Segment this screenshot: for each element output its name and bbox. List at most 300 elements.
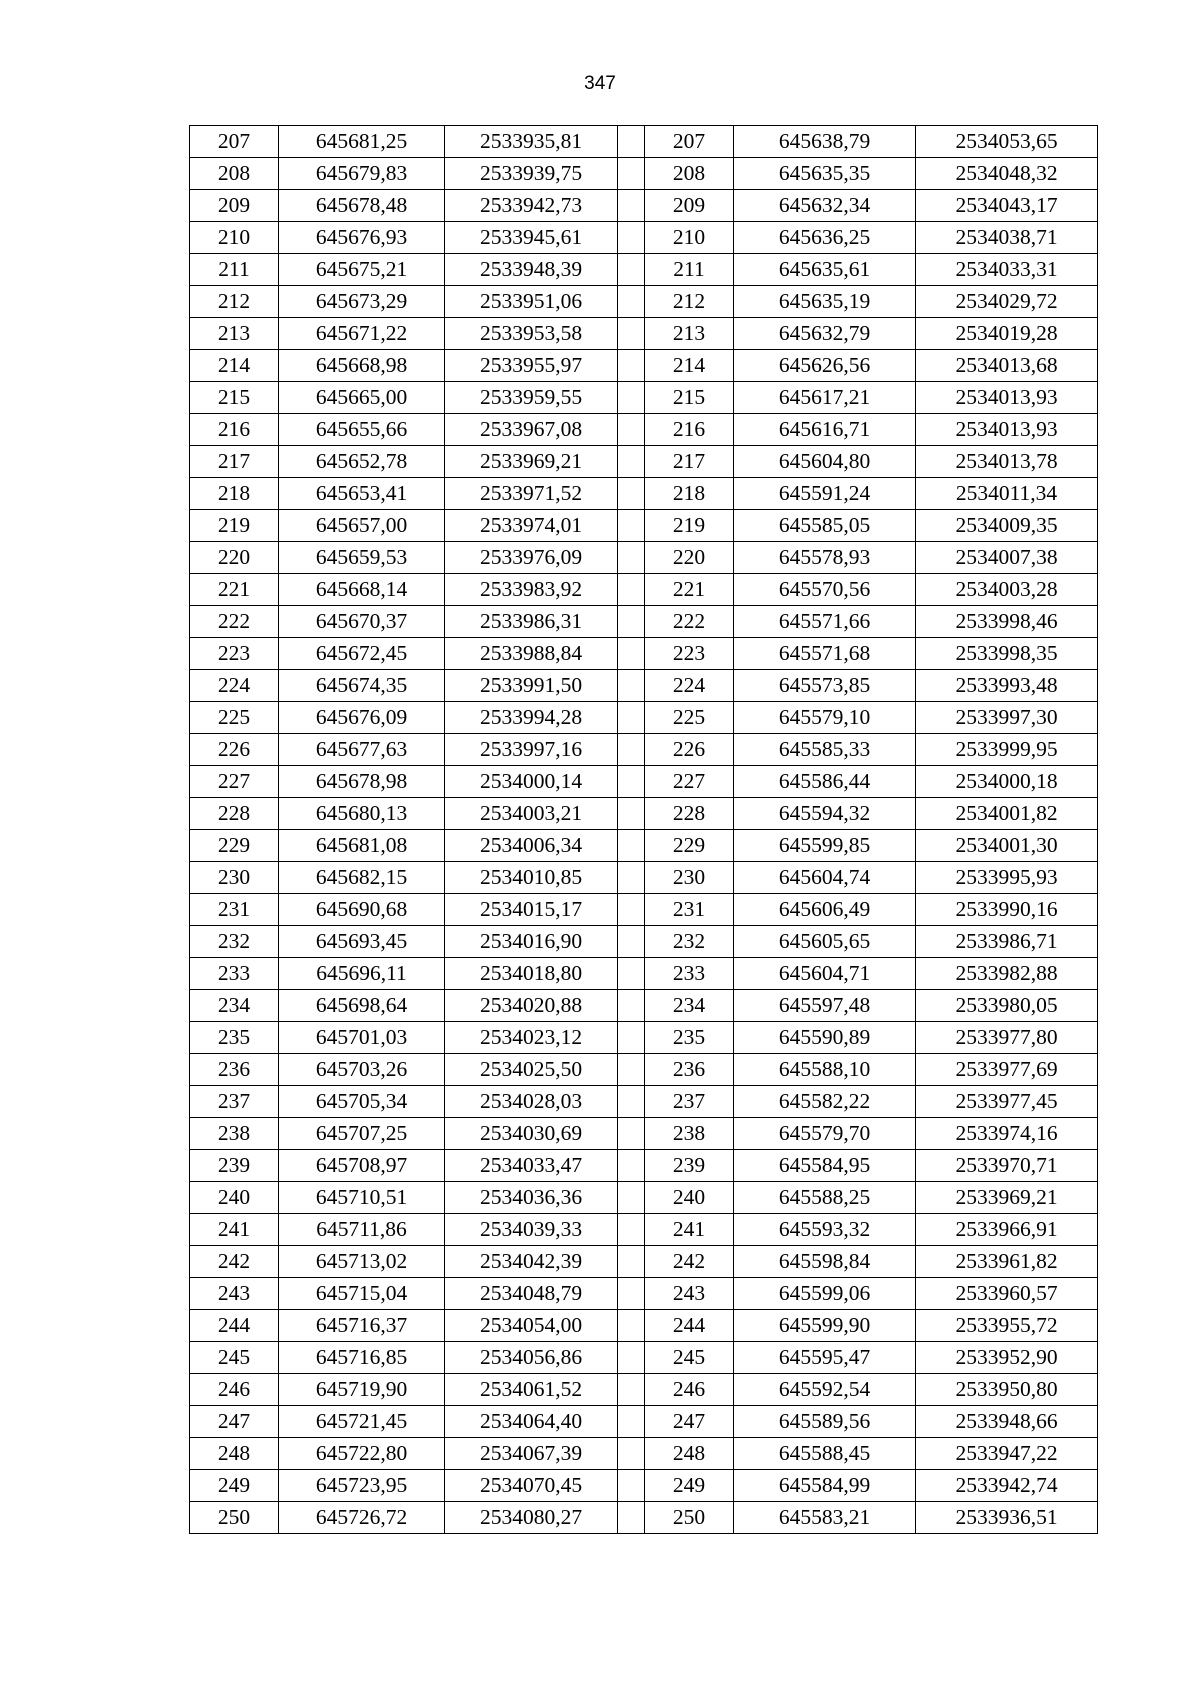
right-point-number: 228 <box>645 798 734 830</box>
left-point-number: 207 <box>190 126 279 158</box>
right-point-number: 220 <box>645 542 734 574</box>
right-point-number: 250 <box>645 1502 734 1534</box>
table-row <box>190 254 1098 286</box>
right-point-number: 238 <box>645 1118 734 1150</box>
separator-cell <box>618 1342 645 1374</box>
left-y-coordinate: 2534056,86 <box>445 1342 618 1374</box>
left-x-coordinate: 645698,64 <box>279 990 445 1022</box>
right-point-number: 236 <box>645 1054 734 1086</box>
left-y-coordinate: 2533942,73 <box>445 190 618 222</box>
left-y-coordinate: 2534023,12 <box>445 1022 618 1054</box>
right-y-coordinate: 2533977,45 <box>916 1086 1098 1118</box>
left-y-coordinate: 2534003,21 <box>445 798 618 830</box>
left-y-coordinate: 2533955,97 <box>445 350 618 382</box>
left-x-coordinate: 645657,00 <box>279 510 445 542</box>
separator-cell <box>618 286 645 318</box>
left-x-coordinate: 645719,90 <box>279 1374 445 1406</box>
right-x-coordinate: 645595,47 <box>734 1342 916 1374</box>
table-row <box>190 702 1098 734</box>
table-row <box>190 1310 1098 1342</box>
left-y-coordinate: 2534030,69 <box>445 1118 618 1150</box>
right-x-coordinate: 645579,70 <box>734 1118 916 1150</box>
right-y-coordinate: 2534009,35 <box>916 510 1098 542</box>
right-x-coordinate: 645589,56 <box>734 1406 916 1438</box>
separator-cell <box>618 542 645 574</box>
table-row <box>190 382 1098 414</box>
separator-cell <box>618 1118 645 1150</box>
left-point-number: 226 <box>190 734 279 766</box>
table-row <box>190 1246 1098 1278</box>
left-y-coordinate: 2533969,21 <box>445 446 618 478</box>
right-x-coordinate: 645585,33 <box>734 734 916 766</box>
right-point-number: 215 <box>645 382 734 414</box>
right-y-coordinate: 2534048,32 <box>916 158 1098 190</box>
separator-cell <box>618 1150 645 1182</box>
right-point-number: 213 <box>645 318 734 350</box>
right-point-number: 233 <box>645 958 734 990</box>
right-x-coordinate: 645588,10 <box>734 1054 916 1086</box>
table-row <box>190 734 1098 766</box>
right-point-number: 218 <box>645 478 734 510</box>
left-y-coordinate: 2534018,80 <box>445 958 618 990</box>
separator-cell <box>618 862 645 894</box>
right-point-number: 237 <box>645 1086 734 1118</box>
separator-cell <box>618 1214 645 1246</box>
left-x-coordinate: 645726,72 <box>279 1502 445 1534</box>
left-point-number: 233 <box>190 958 279 990</box>
separator-cell <box>618 990 645 1022</box>
left-point-number: 213 <box>190 318 279 350</box>
right-point-number: 211 <box>645 254 734 286</box>
right-y-coordinate: 2534038,71 <box>916 222 1098 254</box>
left-point-number: 210 <box>190 222 279 254</box>
right-y-coordinate: 2534029,72 <box>916 286 1098 318</box>
left-x-coordinate: 645682,15 <box>279 862 445 894</box>
table-row <box>190 414 1098 446</box>
left-y-coordinate: 2534067,39 <box>445 1438 618 1470</box>
right-y-coordinate: 2534000,18 <box>916 766 1098 798</box>
table-row <box>190 510 1098 542</box>
separator-cell <box>618 1406 645 1438</box>
left-x-coordinate: 645715,04 <box>279 1278 445 1310</box>
table-row <box>190 1502 1098 1534</box>
table-row <box>190 1406 1098 1438</box>
left-y-coordinate: 2534054,00 <box>445 1310 618 1342</box>
separator-cell <box>618 574 645 606</box>
separator-cell <box>618 830 645 862</box>
right-x-coordinate: 645638,79 <box>734 126 916 158</box>
left-point-number: 234 <box>190 990 279 1022</box>
left-x-coordinate: 645716,37 <box>279 1310 445 1342</box>
right-y-coordinate: 2533960,57 <box>916 1278 1098 1310</box>
left-x-coordinate: 645670,37 <box>279 606 445 638</box>
table-row <box>190 606 1098 638</box>
left-point-number: 246 <box>190 1374 279 1406</box>
left-point-number: 228 <box>190 798 279 830</box>
left-x-coordinate: 645675,21 <box>279 254 445 286</box>
table-row <box>190 574 1098 606</box>
table-row <box>190 222 1098 254</box>
left-x-coordinate: 645659,53 <box>279 542 445 574</box>
right-y-coordinate: 2533982,88 <box>916 958 1098 990</box>
left-y-coordinate: 2533983,92 <box>445 574 618 606</box>
table-row <box>190 1150 1098 1182</box>
right-y-coordinate: 2533980,05 <box>916 990 1098 1022</box>
separator-cell <box>618 510 645 542</box>
right-point-number: 207 <box>645 126 734 158</box>
table-row <box>190 958 1098 990</box>
coordinates-table <box>189 125 1098 1534</box>
right-x-coordinate: 645597,48 <box>734 990 916 1022</box>
right-x-coordinate: 645594,32 <box>734 798 916 830</box>
page-number: 347 <box>584 73 616 94</box>
right-point-number: 209 <box>645 190 734 222</box>
right-y-coordinate: 2534033,31 <box>916 254 1098 286</box>
left-x-coordinate: 645679,83 <box>279 158 445 190</box>
separator-cell <box>618 1502 645 1534</box>
left-x-coordinate: 645652,78 <box>279 446 445 478</box>
left-x-coordinate: 645708,97 <box>279 1150 445 1182</box>
right-y-coordinate: 2533986,71 <box>916 926 1098 958</box>
right-x-coordinate: 645583,21 <box>734 1502 916 1534</box>
table-row <box>190 1118 1098 1150</box>
left-x-coordinate: 645711,86 <box>279 1214 445 1246</box>
left-point-number: 224 <box>190 670 279 702</box>
right-point-number: 230 <box>645 862 734 894</box>
right-y-coordinate: 2534013,78 <box>916 446 1098 478</box>
right-x-coordinate: 645571,68 <box>734 638 916 670</box>
left-point-number: 240 <box>190 1182 279 1214</box>
left-point-number: 250 <box>190 1502 279 1534</box>
table-row <box>190 158 1098 190</box>
separator-cell <box>618 766 645 798</box>
right-point-number: 246 <box>645 1374 734 1406</box>
left-y-coordinate: 2533939,75 <box>445 158 618 190</box>
left-point-number: 241 <box>190 1214 279 1246</box>
left-x-coordinate: 645671,22 <box>279 318 445 350</box>
right-x-coordinate: 645604,74 <box>734 862 916 894</box>
right-y-coordinate: 2533999,95 <box>916 734 1098 766</box>
right-x-coordinate: 645573,85 <box>734 670 916 702</box>
coordinates-table-body <box>190 126 1098 1534</box>
left-x-coordinate: 645716,85 <box>279 1342 445 1374</box>
left-y-coordinate: 2533953,58 <box>445 318 618 350</box>
right-y-coordinate: 2533950,80 <box>916 1374 1098 1406</box>
table-row <box>190 1470 1098 1502</box>
left-y-coordinate: 2534010,85 <box>445 862 618 894</box>
left-point-number: 209 <box>190 190 279 222</box>
left-x-coordinate: 645723,95 <box>279 1470 445 1502</box>
right-x-coordinate: 645571,66 <box>734 606 916 638</box>
left-y-coordinate: 2533991,50 <box>445 670 618 702</box>
left-x-coordinate: 645678,98 <box>279 766 445 798</box>
left-point-number: 236 <box>190 1054 279 1086</box>
left-x-coordinate: 645721,45 <box>279 1406 445 1438</box>
separator-cell <box>618 1022 645 1054</box>
left-point-number: 211 <box>190 254 279 286</box>
separator-cell <box>618 126 645 158</box>
right-point-number: 216 <box>645 414 734 446</box>
left-x-coordinate: 645705,34 <box>279 1086 445 1118</box>
separator-cell <box>618 1374 645 1406</box>
left-y-coordinate: 2533997,16 <box>445 734 618 766</box>
separator-cell <box>618 1054 645 1086</box>
table-row <box>190 126 1098 158</box>
right-y-coordinate: 2533969,21 <box>916 1182 1098 1214</box>
right-x-coordinate: 645605,65 <box>734 926 916 958</box>
right-x-coordinate: 645591,24 <box>734 478 916 510</box>
left-x-coordinate: 645722,80 <box>279 1438 445 1470</box>
left-point-number: 218 <box>190 478 279 510</box>
right-x-coordinate: 645593,32 <box>734 1214 916 1246</box>
left-x-coordinate: 645707,25 <box>279 1118 445 1150</box>
separator-cell <box>618 190 645 222</box>
left-x-coordinate: 645668,14 <box>279 574 445 606</box>
right-point-number: 221 <box>645 574 734 606</box>
left-point-number: 238 <box>190 1118 279 1150</box>
left-point-number: 239 <box>190 1150 279 1182</box>
left-x-coordinate: 645701,03 <box>279 1022 445 1054</box>
right-y-coordinate: 2533955,72 <box>916 1310 1098 1342</box>
left-y-coordinate: 2534016,90 <box>445 926 618 958</box>
left-point-number: 229 <box>190 830 279 862</box>
left-y-coordinate: 2534070,45 <box>445 1470 618 1502</box>
right-y-coordinate: 2533997,30 <box>916 702 1098 734</box>
left-x-coordinate: 645655,66 <box>279 414 445 446</box>
left-x-coordinate: 645668,98 <box>279 350 445 382</box>
left-point-number: 221 <box>190 574 279 606</box>
left-x-coordinate: 645677,63 <box>279 734 445 766</box>
separator-cell <box>618 702 645 734</box>
left-y-coordinate: 2534036,36 <box>445 1182 618 1214</box>
separator-cell <box>618 478 645 510</box>
right-point-number: 244 <box>645 1310 734 1342</box>
right-x-coordinate: 645632,79 <box>734 318 916 350</box>
left-y-coordinate: 2534015,17 <box>445 894 618 926</box>
separator-cell <box>618 222 645 254</box>
right-y-coordinate: 2534007,38 <box>916 542 1098 574</box>
left-x-coordinate: 645681,25 <box>279 126 445 158</box>
table-row <box>190 670 1098 702</box>
separator-cell <box>618 1086 645 1118</box>
separator-cell <box>618 254 645 286</box>
right-y-coordinate: 2534001,30 <box>916 830 1098 862</box>
table-row <box>190 638 1098 670</box>
right-x-coordinate: 645584,95 <box>734 1150 916 1182</box>
right-y-coordinate: 2533998,46 <box>916 606 1098 638</box>
right-x-coordinate: 645635,35 <box>734 158 916 190</box>
right-point-number: 217 <box>645 446 734 478</box>
right-point-number: 222 <box>645 606 734 638</box>
right-x-coordinate: 645578,93 <box>734 542 916 574</box>
right-point-number: 242 <box>645 1246 734 1278</box>
right-x-coordinate: 645616,71 <box>734 414 916 446</box>
right-point-number: 245 <box>645 1342 734 1374</box>
right-point-number: 208 <box>645 158 734 190</box>
left-point-number: 230 <box>190 862 279 894</box>
right-point-number: 231 <box>645 894 734 926</box>
left-y-coordinate: 2533994,28 <box>445 702 618 734</box>
right-y-coordinate: 2534043,17 <box>916 190 1098 222</box>
right-point-number: 227 <box>645 766 734 798</box>
right-x-coordinate: 645599,90 <box>734 1310 916 1342</box>
right-y-coordinate: 2533947,22 <box>916 1438 1098 1470</box>
right-point-number: 214 <box>645 350 734 382</box>
left-point-number: 217 <box>190 446 279 478</box>
separator-cell <box>618 1182 645 1214</box>
left-y-coordinate: 2533974,01 <box>445 510 618 542</box>
right-x-coordinate: 645636,25 <box>734 222 916 254</box>
table-row <box>190 798 1098 830</box>
left-x-coordinate: 645676,09 <box>279 702 445 734</box>
separator-cell <box>618 894 645 926</box>
separator-cell <box>618 1438 645 1470</box>
left-point-number: 219 <box>190 510 279 542</box>
right-x-coordinate: 645585,05 <box>734 510 916 542</box>
right-y-coordinate: 2534003,28 <box>916 574 1098 606</box>
table-row <box>190 1182 1098 1214</box>
left-y-coordinate: 2534028,03 <box>445 1086 618 1118</box>
left-point-number: 208 <box>190 158 279 190</box>
separator-cell <box>618 670 645 702</box>
right-point-number: 234 <box>645 990 734 1022</box>
left-x-coordinate: 645665,00 <box>279 382 445 414</box>
left-point-number: 212 <box>190 286 279 318</box>
left-x-coordinate: 645653,41 <box>279 478 445 510</box>
left-point-number: 225 <box>190 702 279 734</box>
separator-cell <box>618 1310 645 1342</box>
table-row <box>190 1054 1098 1086</box>
left-x-coordinate: 645678,48 <box>279 190 445 222</box>
separator-cell <box>618 158 645 190</box>
table-row <box>190 190 1098 222</box>
left-y-coordinate: 2533951,06 <box>445 286 618 318</box>
left-y-coordinate: 2534080,27 <box>445 1502 618 1534</box>
right-x-coordinate: 645626,56 <box>734 350 916 382</box>
left-x-coordinate: 645710,51 <box>279 1182 445 1214</box>
left-point-number: 227 <box>190 766 279 798</box>
left-y-coordinate: 2533986,31 <box>445 606 618 638</box>
right-y-coordinate: 2533977,80 <box>916 1022 1098 1054</box>
left-x-coordinate: 645672,45 <box>279 638 445 670</box>
right-point-number: 241 <box>645 1214 734 1246</box>
left-point-number: 243 <box>190 1278 279 1310</box>
table-row <box>190 1374 1098 1406</box>
left-y-coordinate: 2533948,39 <box>445 254 618 286</box>
right-y-coordinate: 2533993,48 <box>916 670 1098 702</box>
right-point-number: 239 <box>645 1150 734 1182</box>
table-row <box>190 862 1098 894</box>
table-row <box>190 542 1098 574</box>
table-row <box>190 894 1098 926</box>
left-y-coordinate: 2533959,55 <box>445 382 618 414</box>
left-y-coordinate: 2533971,52 <box>445 478 618 510</box>
left-y-coordinate: 2534039,33 <box>445 1214 618 1246</box>
right-y-coordinate: 2533942,74 <box>916 1470 1098 1502</box>
table-row <box>190 926 1098 958</box>
right-x-coordinate: 645586,44 <box>734 766 916 798</box>
separator-cell <box>618 318 645 350</box>
left-x-coordinate: 645713,02 <box>279 1246 445 1278</box>
right-x-coordinate: 645617,21 <box>734 382 916 414</box>
right-x-coordinate: 645584,99 <box>734 1470 916 1502</box>
left-point-number: 248 <box>190 1438 279 1470</box>
left-y-coordinate: 2533945,61 <box>445 222 618 254</box>
left-y-coordinate: 2534020,88 <box>445 990 618 1022</box>
right-x-coordinate: 645590,89 <box>734 1022 916 1054</box>
table-row <box>190 830 1098 862</box>
table-row <box>190 1022 1098 1054</box>
right-x-coordinate: 645604,80 <box>734 446 916 478</box>
left-x-coordinate: 645693,45 <box>279 926 445 958</box>
left-x-coordinate: 645681,08 <box>279 830 445 862</box>
left-point-number: 216 <box>190 414 279 446</box>
right-y-coordinate: 2534019,28 <box>916 318 1098 350</box>
right-y-coordinate: 2533974,16 <box>916 1118 1098 1150</box>
right-point-number: 223 <box>645 638 734 670</box>
separator-cell <box>618 1246 645 1278</box>
left-point-number: 249 <box>190 1470 279 1502</box>
left-y-coordinate: 2534025,50 <box>445 1054 618 1086</box>
separator-cell <box>618 734 645 766</box>
left-point-number: 232 <box>190 926 279 958</box>
right-y-coordinate: 2533936,51 <box>916 1502 1098 1534</box>
left-point-number: 245 <box>190 1342 279 1374</box>
right-point-number: 249 <box>645 1470 734 1502</box>
right-y-coordinate: 2533970,71 <box>916 1150 1098 1182</box>
right-point-number: 243 <box>645 1278 734 1310</box>
separator-cell <box>618 638 645 670</box>
right-point-number: 224 <box>645 670 734 702</box>
table-row <box>190 350 1098 382</box>
right-x-coordinate: 645570,56 <box>734 574 916 606</box>
right-y-coordinate: 2534013,68 <box>916 350 1098 382</box>
separator-cell <box>618 414 645 446</box>
right-y-coordinate: 2533995,93 <box>916 862 1098 894</box>
right-point-number: 212 <box>645 286 734 318</box>
right-point-number: 235 <box>645 1022 734 1054</box>
left-y-coordinate: 2534033,47 <box>445 1150 618 1182</box>
separator-cell <box>618 446 645 478</box>
right-point-number: 226 <box>645 734 734 766</box>
right-point-number: 229 <box>645 830 734 862</box>
right-y-coordinate: 2533966,91 <box>916 1214 1098 1246</box>
left-point-number: 220 <box>190 542 279 574</box>
left-point-number: 244 <box>190 1310 279 1342</box>
separator-cell <box>618 606 645 638</box>
left-point-number: 242 <box>190 1246 279 1278</box>
left-y-coordinate: 2533976,09 <box>445 542 618 574</box>
left-y-coordinate: 2534000,14 <box>445 766 618 798</box>
right-x-coordinate: 645598,84 <box>734 1246 916 1278</box>
right-point-number: 219 <box>645 510 734 542</box>
left-point-number: 214 <box>190 350 279 382</box>
right-x-coordinate: 645588,45 <box>734 1438 916 1470</box>
left-y-coordinate: 2533988,84 <box>445 638 618 670</box>
left-x-coordinate: 645674,35 <box>279 670 445 702</box>
right-x-coordinate: 645635,19 <box>734 286 916 318</box>
separator-cell <box>618 798 645 830</box>
table-row <box>190 478 1098 510</box>
left-point-number: 222 <box>190 606 279 638</box>
left-point-number: 235 <box>190 1022 279 1054</box>
right-x-coordinate: 645604,71 <box>734 958 916 990</box>
left-x-coordinate: 645676,93 <box>279 222 445 254</box>
table-row <box>190 1438 1098 1470</box>
separator-cell <box>618 1278 645 1310</box>
left-point-number: 215 <box>190 382 279 414</box>
right-y-coordinate: 2533998,35 <box>916 638 1098 670</box>
